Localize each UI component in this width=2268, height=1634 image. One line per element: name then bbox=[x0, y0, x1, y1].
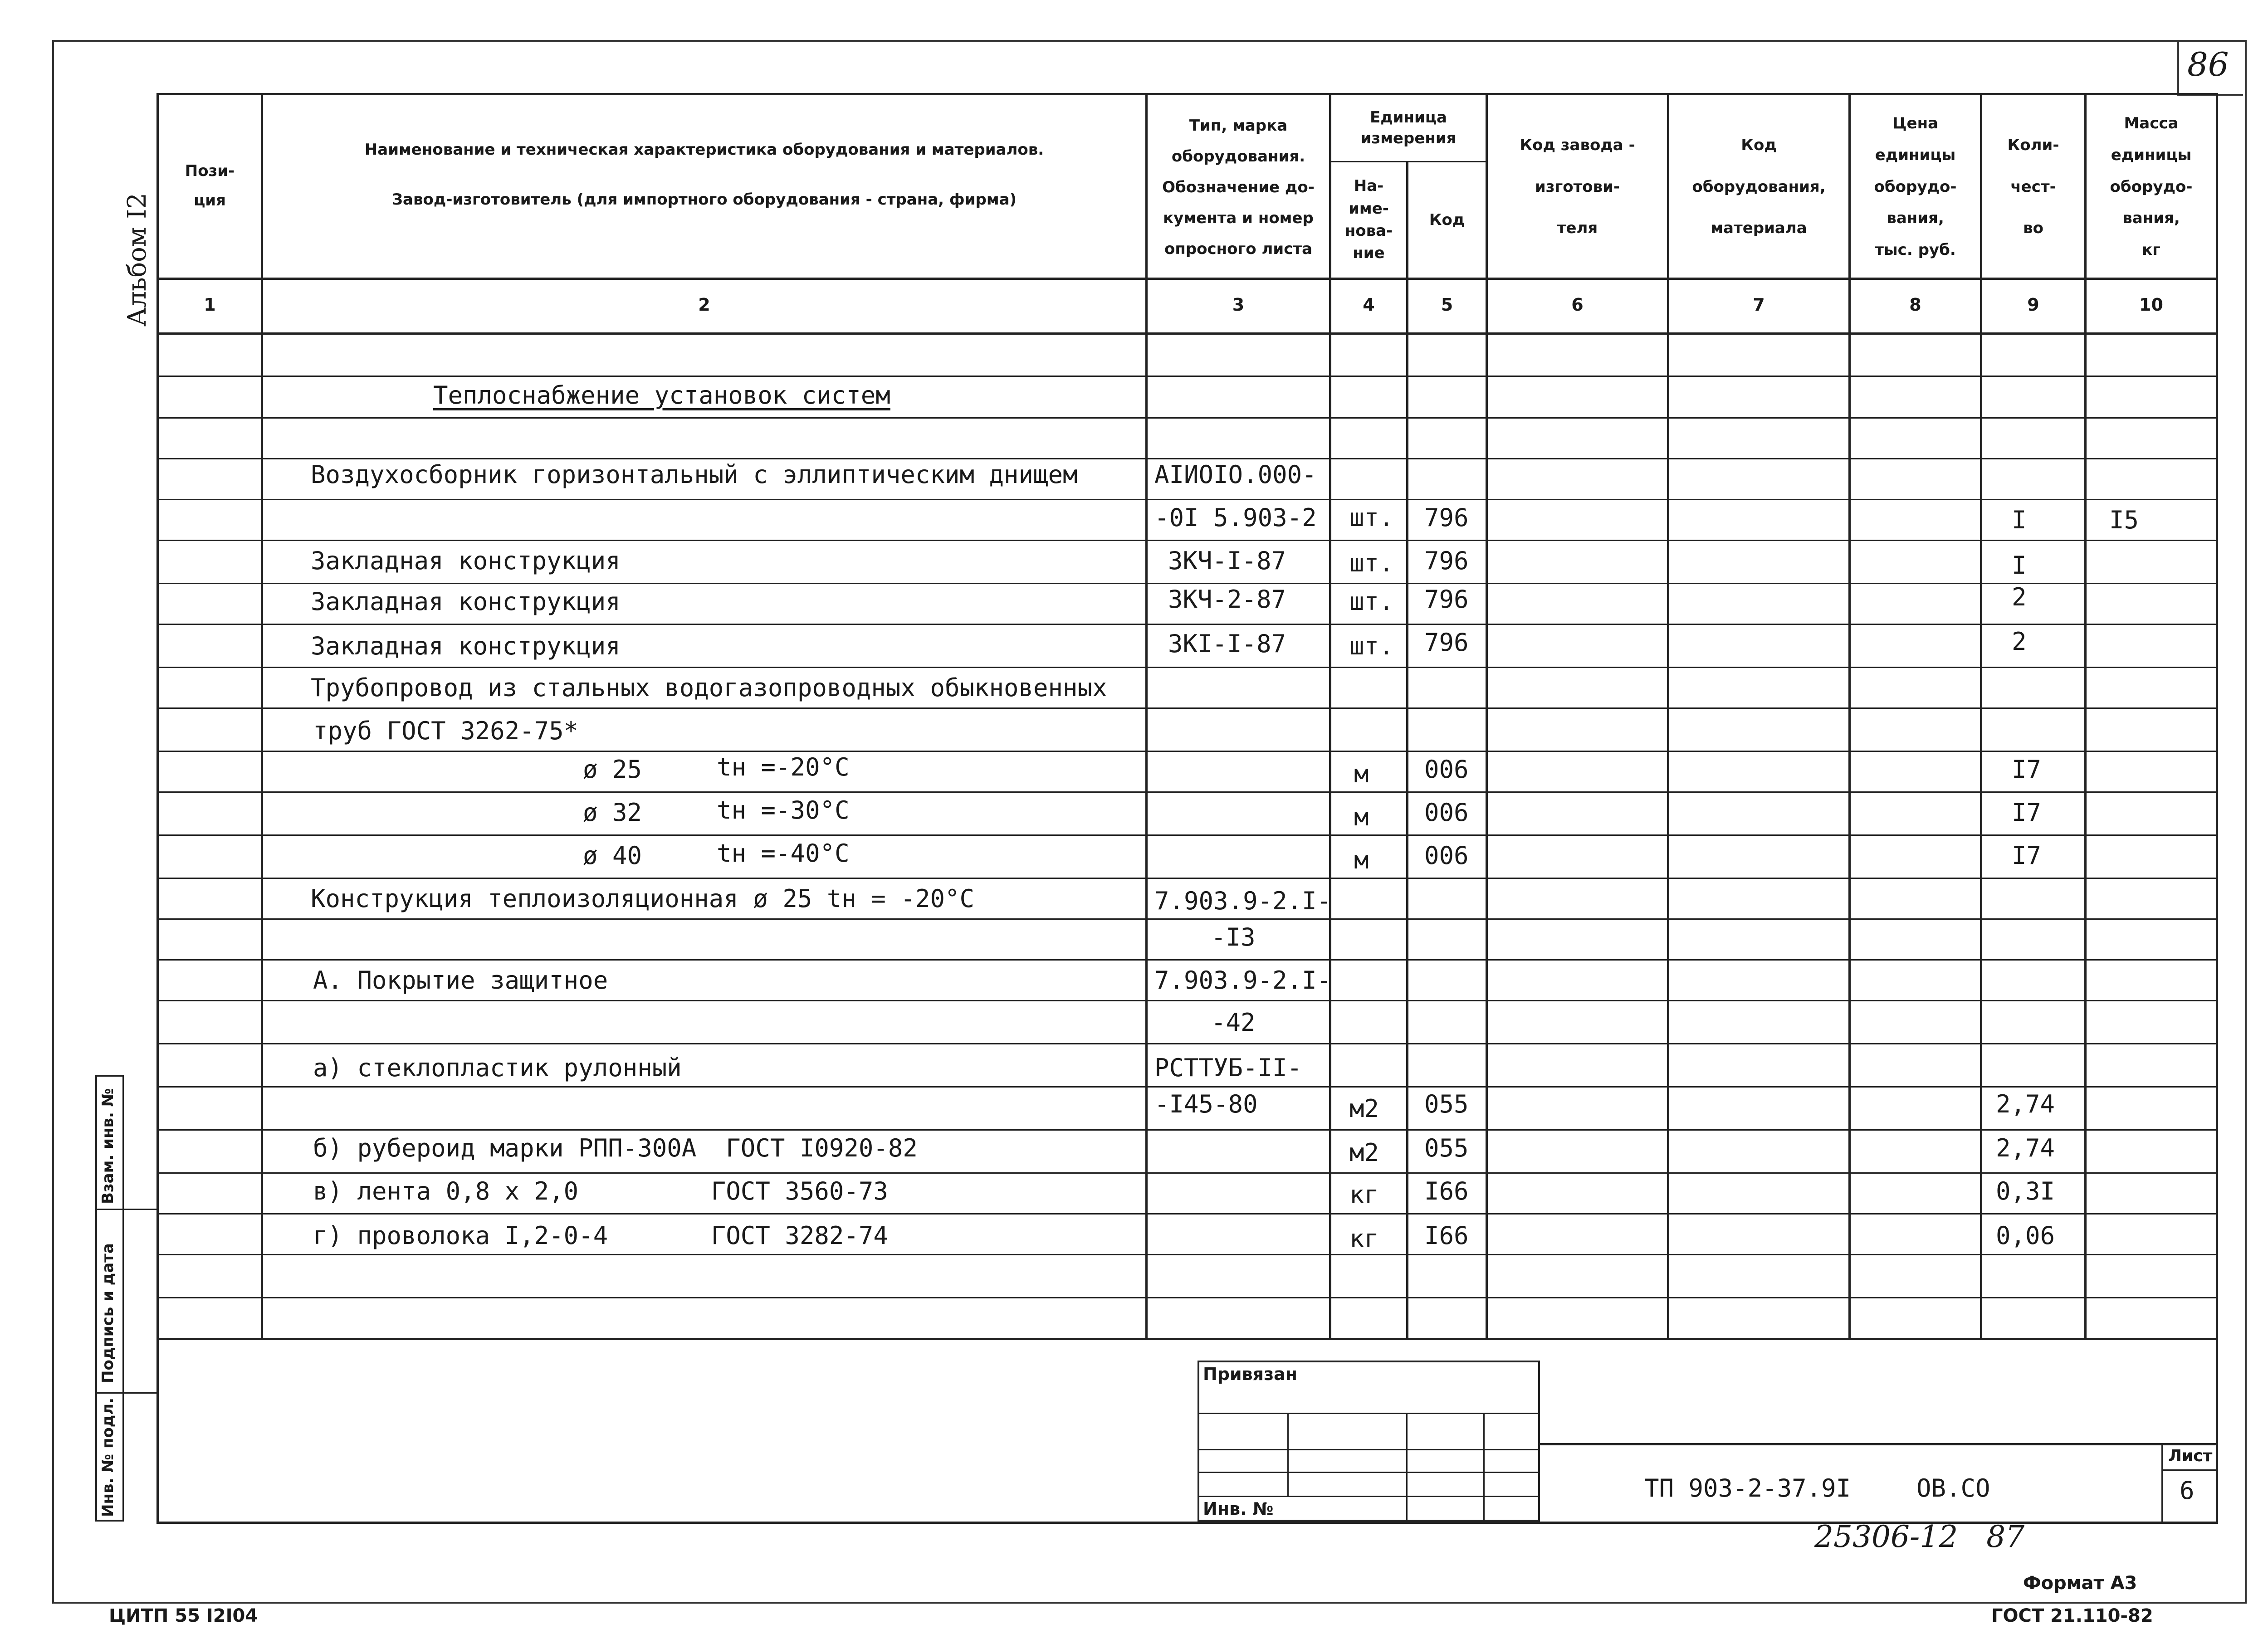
row9-unit: м bbox=[1354, 803, 1369, 831]
vline-5 bbox=[1486, 93, 1488, 1338]
row16-type: -I45-80 bbox=[1154, 1090, 1258, 1118]
sheet-number: 6 bbox=[2180, 1476, 2195, 1505]
row9-code: 006 bbox=[1424, 798, 1469, 827]
header-col7: Код оборудования, материала bbox=[1692, 136, 1826, 238]
table-bottom-line bbox=[156, 1338, 2218, 1340]
row10-temp: tн =-40°С bbox=[717, 839, 850, 868]
row12-type: -I3 bbox=[1211, 923, 1256, 951]
colnum-7: 7 bbox=[1753, 295, 1765, 315]
header-col2-line1: Наименование и техническая характеристика оборудования и материалов. bbox=[364, 140, 1044, 159]
row13-type: 7.903.9-2.I- bbox=[1154, 966, 1332, 995]
row1-type: АIИОIО.000- bbox=[1154, 460, 1317, 489]
vline-9 bbox=[2084, 93, 2087, 1338]
row9-qty: I7 bbox=[2012, 798, 2042, 827]
row15-name: а) стеклопластик рулонный bbox=[313, 1054, 682, 1082]
stamp-line-2 bbox=[1198, 1449, 1540, 1450]
header-bottom-line bbox=[156, 278, 2218, 280]
row19-qty: 0,06 bbox=[1996, 1221, 2055, 1250]
attached-box bbox=[1198, 1361, 1540, 1522]
row2-unit: шт. bbox=[1349, 503, 1394, 532]
row7-name: труб ГОСТ 3262-75* bbox=[313, 717, 579, 745]
row16-code: 055 bbox=[1424, 1090, 1469, 1118]
row2-type: -0I 5.903-2 bbox=[1154, 503, 1317, 532]
row3-unit: шт. bbox=[1349, 549, 1394, 577]
row18-qty: 0,3I bbox=[1996, 1177, 2055, 1205]
row18-name: в) лента 0,8 х 2,0 ГОСТ 3560-73 bbox=[313, 1177, 888, 1205]
colnum-6: 6 bbox=[1571, 295, 1584, 315]
row4-type: ЗКЧ-2-87 bbox=[1168, 585, 1286, 614]
side-strip-inner bbox=[122, 1075, 124, 1522]
colnum-10: 10 bbox=[2139, 295, 2163, 315]
row11-name: Конструкция теплоизоляционная ø 25 tн = -20°С bbox=[311, 884, 974, 913]
row6-name: Трубопровод из стальных водогазопроводных обыкновенных bbox=[311, 673, 1107, 702]
row2-code: 796 bbox=[1424, 503, 1469, 532]
sheet-box-line bbox=[2161, 1469, 2218, 1471]
stamp-vline-1 bbox=[1287, 1413, 1289, 1496]
sheet-corner-number: 86 bbox=[2187, 45, 2229, 83]
colnum-2: 2 bbox=[698, 295, 710, 315]
document-code: ТП 903-2-37.9I bbox=[1644, 1474, 1851, 1502]
row18-unit: кг bbox=[1349, 1180, 1379, 1209]
row5-code: 796 bbox=[1424, 628, 1469, 657]
row18-code: I66 bbox=[1424, 1177, 1469, 1205]
section-title: Теплоснабжение установок систем bbox=[433, 381, 890, 410]
row4-unit: шт. bbox=[1349, 587, 1394, 616]
row10-diameter: ø 40 bbox=[583, 841, 642, 870]
format-label: Формат А3 bbox=[2023, 1573, 2137, 1594]
vline-1 bbox=[261, 93, 263, 1338]
sheet-label: Лист bbox=[2168, 1447, 2213, 1465]
vline-2 bbox=[1145, 93, 1148, 1338]
vline-6 bbox=[1667, 93, 1669, 1338]
vline-3 bbox=[1329, 93, 1331, 1338]
header-col9: Коли- чест- во bbox=[2007, 136, 2059, 238]
row4-name: Закладная конструкция bbox=[311, 587, 621, 616]
row5-name: Закладная конструкция bbox=[311, 632, 621, 660]
stamp-line-3 bbox=[1198, 1472, 1540, 1473]
colnum-bottom-line bbox=[156, 332, 2218, 335]
row4-code: 796 bbox=[1424, 585, 1469, 614]
row17-unit: м2 bbox=[1349, 1138, 1379, 1167]
row10-code: 006 bbox=[1424, 841, 1469, 870]
vline-8 bbox=[1980, 93, 1982, 1338]
side-label-podpis: Подпись и дата bbox=[99, 1243, 117, 1383]
header-unit-group: Единица измерения bbox=[1360, 108, 1457, 147]
header-col5: Код bbox=[1429, 210, 1465, 229]
row2-mass: I5 bbox=[2109, 506, 2139, 534]
row3-qty: I bbox=[2012, 551, 2027, 580]
row8-temp: tн =-20°С bbox=[717, 753, 850, 781]
row19-code: I66 bbox=[1424, 1221, 1469, 1250]
footer-right: ГОСТ 21.110-82 bbox=[1991, 1605, 2153, 1626]
row19-name: г) проволока I,2-0-4 ГОСТ 3282-74 bbox=[313, 1221, 888, 1250]
attached-label: Привязан bbox=[1203, 1364, 1298, 1384]
row15-type: РСТТУБ-II- bbox=[1154, 1054, 1302, 1082]
header-col4: На- име- нова- ние bbox=[1344, 177, 1393, 263]
header-col10: Масса единицы оборудо- вания, кг bbox=[2110, 114, 2193, 259]
colnum-3: 3 bbox=[1232, 295, 1245, 315]
row17-qty: 2,74 bbox=[1996, 1134, 2055, 1162]
side-label-inv-podl: Инв. № подл. bbox=[99, 1397, 117, 1517]
row10-qty: I7 bbox=[2012, 841, 2042, 870]
vline-10 bbox=[2216, 93, 2218, 1522]
title-block-line bbox=[1540, 1443, 2218, 1445]
row9-temp: tн =-30°С bbox=[717, 796, 850, 824]
row17-code: 055 bbox=[1424, 1134, 1469, 1162]
handwritten-number: 25306-12 87 bbox=[1814, 1519, 2025, 1554]
colnum-5: 5 bbox=[1441, 295, 1453, 315]
vline-4 bbox=[1406, 161, 1408, 1338]
side-strip-line-2 bbox=[95, 1392, 156, 1394]
table-top-line bbox=[156, 93, 2218, 95]
album-label: Альбом I2 bbox=[122, 192, 152, 327]
row3-name: Закладная конструкция bbox=[311, 546, 621, 575]
stamp-line-4 bbox=[1198, 1496, 1540, 1497]
side-label-vzam: Взам. инв. № bbox=[99, 1088, 117, 1204]
row16-unit: м2 bbox=[1349, 1094, 1379, 1123]
stamp-vline-3 bbox=[1483, 1413, 1485, 1522]
row8-code: 006 bbox=[1424, 755, 1469, 784]
row13-name: А. Покрытие защитное bbox=[313, 966, 608, 995]
row5-qty: 2 bbox=[2012, 627, 2027, 656]
row9-diameter: ø 32 bbox=[583, 798, 642, 827]
colnum-4: 4 bbox=[1363, 295, 1375, 315]
row19-unit: кг bbox=[1349, 1224, 1379, 1253]
stamp-line-1 bbox=[1198, 1413, 1540, 1414]
header-col2-line2: Завод-изготовитель (для импортного оборудования - страна, фирма) bbox=[391, 190, 1017, 209]
header-col1: Пози- ция bbox=[185, 162, 235, 210]
row3-type: ЗКЧ-I-87 bbox=[1168, 546, 1286, 575]
document-suffix: ОВ.СО bbox=[1916, 1474, 1990, 1502]
side-strip-line-1 bbox=[95, 1209, 156, 1210]
row16-qty: 2,74 bbox=[1996, 1090, 2055, 1118]
row5-type: ЗКI-I-87 bbox=[1168, 629, 1286, 658]
footer-left: ЦИТП 55 I2I04 bbox=[109, 1605, 258, 1626]
row8-unit: м bbox=[1354, 760, 1369, 788]
vline-7 bbox=[1848, 93, 1851, 1338]
colnum-1: 1 bbox=[204, 295, 216, 315]
inv-number-label: Инв. № bbox=[1203, 1499, 1274, 1519]
row11-type: 7.903.9-2.I- bbox=[1154, 887, 1332, 915]
row17-name: б) рубероид марки РПП-300А ГОСТ I0920-82 bbox=[313, 1134, 918, 1162]
header-col6: Код завода - изготови- теля bbox=[1520, 136, 1635, 238]
row1-name: Воздухосборник горизонтальный с эллиптическим днищем bbox=[311, 460, 1078, 489]
header-col3: Тип, марка оборудования. Обозначение до- кумента и номер опросного листа bbox=[1162, 116, 1315, 258]
row8-diameter: ø 25 bbox=[583, 755, 642, 784]
stamp-vline-2 bbox=[1406, 1413, 1408, 1522]
row10-unit: м bbox=[1354, 846, 1369, 874]
row2-qty: I bbox=[2012, 506, 2027, 534]
row4-qty: 2 bbox=[2012, 583, 2027, 611]
colnum-9: 9 bbox=[2027, 295, 2039, 315]
row8-qty: I7 bbox=[2012, 755, 2042, 784]
header-col8: Цена единицы оборудо- вания, тыс. руб. bbox=[1874, 114, 1957, 259]
row14-type: -42 bbox=[1211, 1008, 1256, 1037]
row3-code: 796 bbox=[1424, 546, 1469, 575]
row5-unit: шт. bbox=[1349, 632, 1394, 660]
colnum-8: 8 bbox=[1909, 295, 1921, 315]
